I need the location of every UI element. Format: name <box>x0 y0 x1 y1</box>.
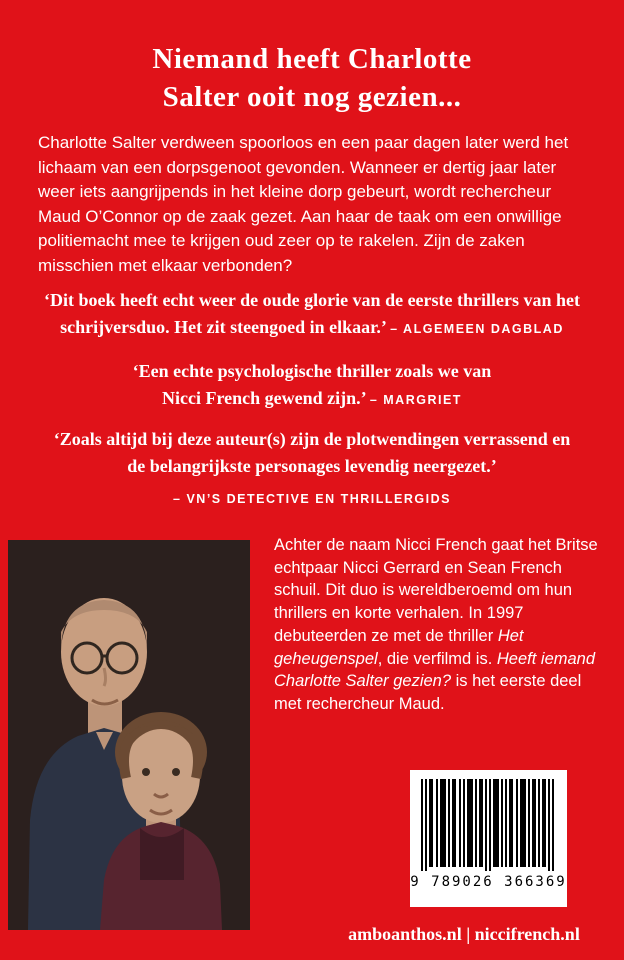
press-quote-1-source: – ALGEMEEN DAGBLAD <box>390 322 564 336</box>
authors-photo <box>8 540 250 930</box>
barcode-panel <box>410 770 567 907</box>
press-quote-3 <box>52 426 572 513</box>
press-quote-1-text: ‘Dit boek heeft echt weer de oude glorie van de eerste thrillers van het schrijversduo. Het zit steengoed in elkaar.’ <box>43 290 581 337</box>
press-quote-2-source: – MARGRIET <box>369 393 462 407</box>
press-quote-2-text: ‘Een echte psychologische thriller zoals we van Nicci French gewend zijn.’ <box>132 361 492 408</box>
bio-book-title-2: Heeft iemand Charlotte Salter gezien? <box>274 649 596 691</box>
isbn-number: 9 789026 366369 <box>410 874 567 890</box>
tagline-line1: Niemand heeft Charlotte <box>152 43 472 75</box>
publisher-websites: amboanthos.nl | niccifrench.nl <box>348 924 580 944</box>
bio-text-3: is het eerste deel met rechercheur Maud. <box>274 672 582 713</box>
bio-text-1: Achter de naam Nicci French gaat het Britse echtpaar Nicci Gerrard en Sean French schuil. Dit duo is wereldberoemd om hun thrillers en korte verhalen. In 1997 debuteerden ze met de thriller <box>274 536 598 645</box>
bio-text-2: , die verfilmd is. <box>377 649 497 668</box>
press-quote-1 <box>32 287 592 343</box>
synopsis-text: Charlotte Salter verdween spoorloos en een paar dagen later werd het lichaam van een dorpsgenoot gevonden. Wanneer er dertig jaar later weer iets aangrijpends in het kleine dorp gebeurt, wordt rechercheur Maud O’Connor op de zaak gezet. Aan haar de taak om een onwillige politiemacht mee te krijgen oud zeer op te rakelen. Zijn de zaken misschien met elkaar verbonden? <box>38 133 569 275</box>
author-bio <box>274 534 598 716</box>
book-tagline <box>0 40 624 116</box>
barcode-icon <box>419 779 558 871</box>
press-quote-2 <box>112 358 512 414</box>
press-quote-3-text: ‘Zoals altijd bij deze auteur(s) zijn de plotwendingen verrassend en de belangrijkste personages levendig neergezet.’ <box>53 429 571 476</box>
tagline-line2: Salter ooit nog gezien... <box>162 81 462 113</box>
bio-book-title-1: Het geheugenspel <box>274 626 524 668</box>
press-quote-3-source: – VN’S DETECTIVE EN THRILLERGIDS <box>173 492 451 506</box>
